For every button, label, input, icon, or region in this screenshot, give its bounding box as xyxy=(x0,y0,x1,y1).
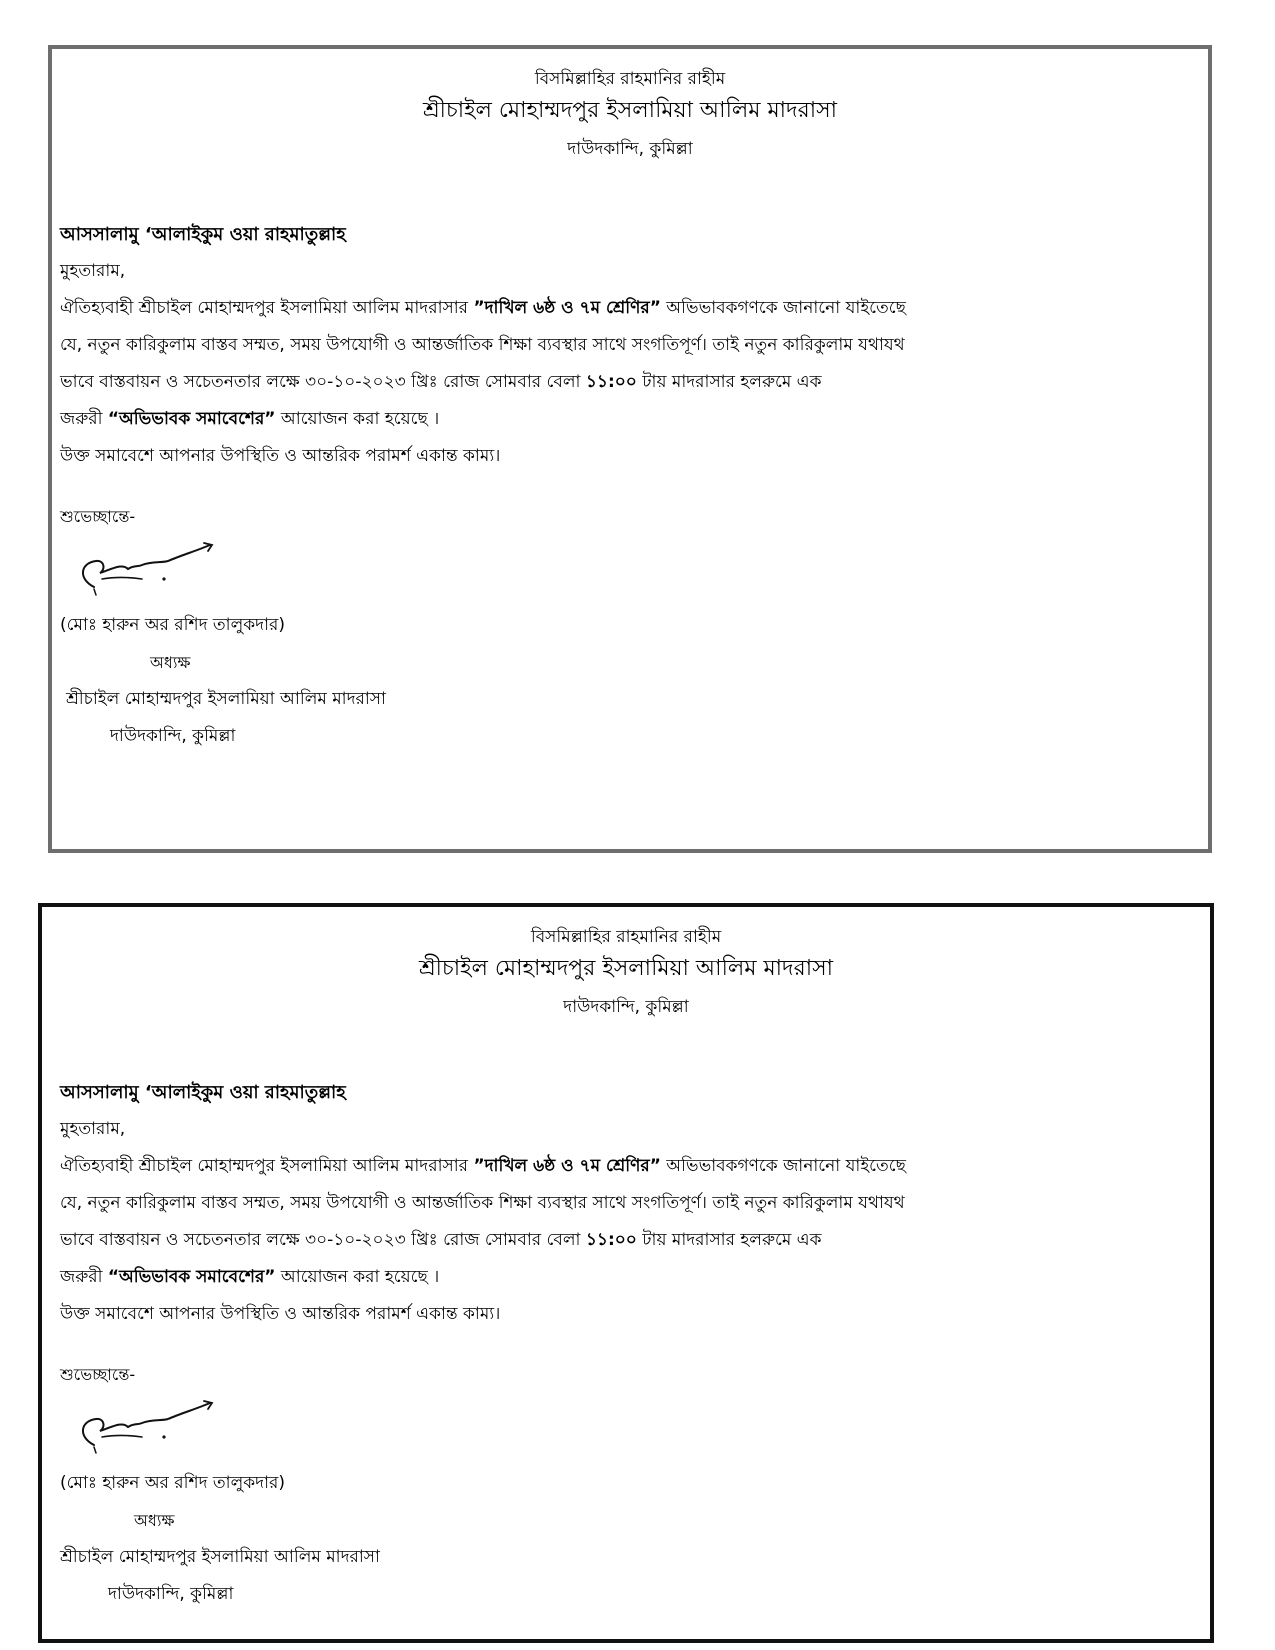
body-text: ভাবে বাস্তবায়ন ও সচেতনতার লক্ষে ৩০-১০-২০২৩ খ্রিঃ রোজ সোমবার বেলা xyxy=(60,1230,586,1250)
body-text: ঐতিহ্যবাহী শ্রীচাইল মোহাম্মদপুর ইসলামিয়া আলিম মাদরাসার xyxy=(60,1156,474,1176)
body-text: টায় মাদরাসার হলরুমে এক xyxy=(636,372,822,392)
body-text: আয়োজন করা হয়েছে । xyxy=(275,409,440,429)
body-text: জরুরী xyxy=(60,1267,108,1287)
body-text: অভিভাবকগণকে জানানো যাইতেছে xyxy=(660,1156,906,1176)
salam-greeting: আসসালামু ‘আলাইকুম ওয়া রাহমাতুল্লাহ xyxy=(60,1082,346,1103)
letter-body xyxy=(60,217,1200,755)
signer-institution: শ্রীচাইল মোহাম্মদপুর ইসলামিয়া আলিম মাদরাসা xyxy=(66,689,386,709)
letter-header xyxy=(42,925,1210,1025)
salutation: মুহতারাম, xyxy=(60,261,126,281)
meeting-highlight: “অভিভাবক সমাবেশের” xyxy=(107,1267,276,1287)
body-line-5: উক্ত সমাবেশে আপনার উপস্থিতি ও আন্তরিক পরামর্শ একান্ত কাম্য। xyxy=(60,1304,501,1324)
signer-name: (মোঃ হারুন অর রশিদ তালুকদার) xyxy=(60,1473,285,1493)
bismillah-heading: বিসমিল্লাহির রাহমানির রাহীম xyxy=(534,69,726,89)
meeting-time: ১১:০০ xyxy=(585,372,637,392)
body-text: টায় মাদরাসার হলরুমে এক xyxy=(636,1230,822,1250)
signer-title: অধ্যক্ষ xyxy=(134,1511,175,1530)
signer-location: দাউদকান্দি, কুমিল্লা xyxy=(108,1584,234,1604)
invitation-card-2 xyxy=(38,903,1214,1643)
salutation: মুহতারাম, xyxy=(60,1119,126,1139)
meeting-time: ১১:০০ xyxy=(585,1230,637,1250)
body-line-3 xyxy=(60,1222,1202,1259)
body-line-1 xyxy=(60,290,1200,327)
institution-location: দাউদকান্দি, কুমিল্লা xyxy=(563,997,689,1017)
signature-image xyxy=(72,539,222,603)
closing-phrase: শুভেচ্ছান্তে- xyxy=(60,507,136,526)
body-line-2: যে, নতুন কারিকুলাম বাস্তব সম্মত, সময় উপযোগী ও আন্তর্জাতিক শিক্ষা ব্যবস্থার সাথে সংগতিপূর্ণ। তাই নতুন কারিকুলাম যথাযথ xyxy=(60,335,905,355)
signer-institution: শ্রীচাইল মোহাম্মদপুর ইসলামিয়া আলিম মাদরাসা xyxy=(60,1547,380,1567)
class-highlight: ”দাখিল ৬ষ্ঠ ও ৭ম শ্রেণির” xyxy=(473,298,661,318)
institution-name: শ্রীচাইল মোহাম্মদপুর ইসলামিয়া আলিম মাদরাসা xyxy=(422,98,838,123)
salam-greeting: আসসালামু ‘আলাইকুম ওয়া রাহমাতুল্লাহ xyxy=(60,224,346,245)
closing-phrase: শুভেচ্ছান্তে- xyxy=(60,1365,136,1384)
body-text: ভাবে বাস্তবায়ন ও সচেতনতার লক্ষে ৩০-১০-২০২৩ খ্রিঃ রোজ সোমবার বেলা xyxy=(60,372,586,392)
class-highlight: ”দাখিল ৬ষ্ঠ ও ৭ম শ্রেণির” xyxy=(473,1156,661,1176)
letter-header xyxy=(52,67,1208,167)
signer-title: অধ্যক্ষ xyxy=(150,653,191,672)
signer-location: দাউদকান্দি, কুমিল্লা xyxy=(110,726,236,746)
body-line-5: উক্ত সমাবেশে আপনার উপস্থিতি ও আন্তরিক পরামর্শ একান্ত কাম্য। xyxy=(60,446,501,466)
meeting-highlight: “অভিভাবক সমাবেশের” xyxy=(107,409,276,429)
invitation-card-1 xyxy=(48,45,1212,853)
body-text: জরুরী xyxy=(60,409,108,429)
body-text: ঐতিহ্যবাহী শ্রীচাইল মোহাম্মদপুর ইসলামিয়া আলিম মাদরাসার xyxy=(60,298,474,318)
institution-location: দাউদকান্দি, কুমিল্লা xyxy=(567,139,693,159)
body-text: আয়োজন করা হয়েছে । xyxy=(275,1267,440,1287)
letter-body xyxy=(60,1075,1202,1613)
signature-image xyxy=(72,1397,222,1461)
body-line-4 xyxy=(60,401,1200,438)
bismillah-heading: বিসমিল্লাহির রাহমানির রাহীম xyxy=(530,927,722,947)
body-line-3 xyxy=(60,364,1200,401)
signer-name: (মোঃ হারুন অর রশিদ তালুকদার) xyxy=(60,615,285,635)
body-line-2: যে, নতুন কারিকুলাম বাস্তব সম্মত, সময় উপযোগী ও আন্তর্জাতিক শিক্ষা ব্যবস্থার সাথে সংগতিপূর্ণ। তাই নতুন কারিকুলাম যথাযথ xyxy=(60,1193,905,1213)
body-line-1 xyxy=(60,1148,1202,1185)
body-line-4 xyxy=(60,1259,1202,1296)
body-text: অভিভাবকগণকে জানানো যাইতেছে xyxy=(660,298,906,318)
institution-name: শ্রীচাইল মোহাম্মদপুর ইসলামিয়া আলিম মাদরাসা xyxy=(418,956,834,981)
